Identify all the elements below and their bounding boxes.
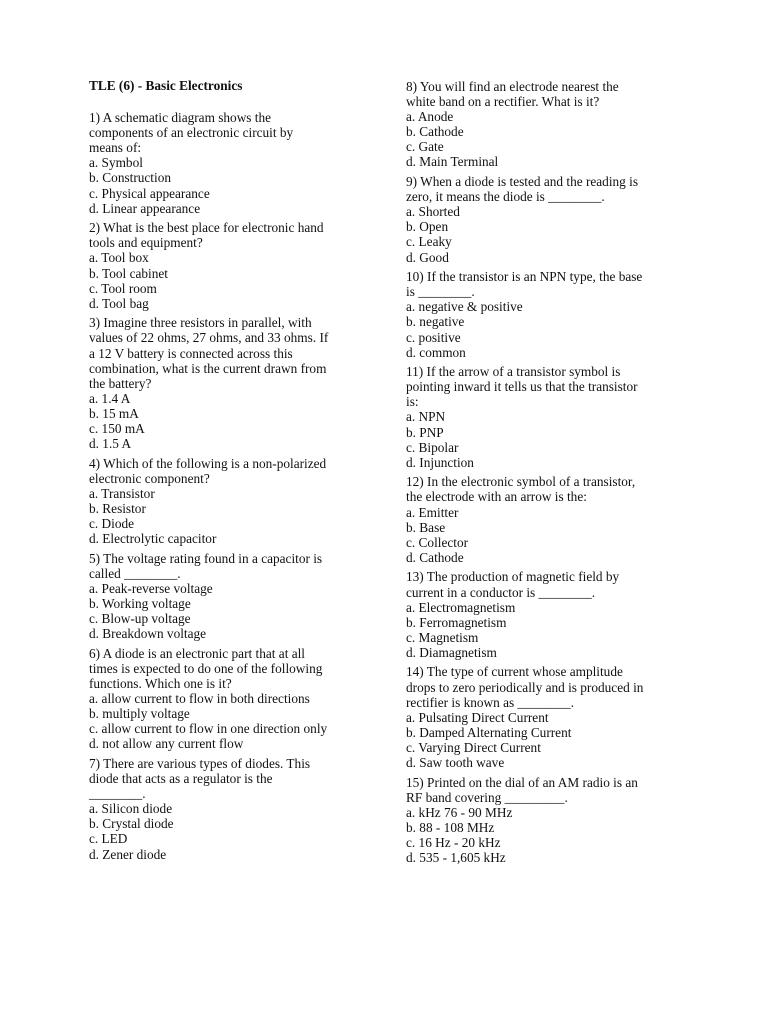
- answer-option: b. Base: [406, 519, 446, 535]
- answer-option: c. Magnetism: [406, 629, 479, 645]
- answer-option: a. Anode: [406, 109, 454, 125]
- answer-option: a. kHz 76 - 90 MHz: [406, 804, 513, 820]
- question-text: 5) The voltage rating found in a capacitor is: [89, 550, 323, 566]
- answer-option: a. 1.4 A: [89, 390, 131, 406]
- question-text: functions. Which one is it?: [89, 675, 232, 691]
- answer-option: a. allow current to flow in both directions: [89, 691, 310, 707]
- question-text: called ________.: [89, 565, 181, 581]
- answer-option: c. Leaky: [406, 234, 452, 250]
- answer-option: d. Zener diode: [89, 846, 167, 862]
- answer-option: b. Resistor: [89, 500, 146, 516]
- answer-option: d. Good: [406, 249, 449, 265]
- answer-option: a. Transistor: [89, 485, 155, 501]
- question-text: 8) You will find an electrode nearest the: [406, 79, 619, 94]
- answer-option: d. Diamagnetism: [406, 644, 497, 660]
- question-text: means of:: [89, 140, 142, 156]
- right-column: [406, 79, 691, 870]
- answer-option: a. NPN: [406, 409, 446, 425]
- answer-option: b. Tool cabinet: [89, 265, 168, 281]
- question-8: [406, 79, 691, 170]
- answer-option: b. multiply voltage: [89, 706, 190, 722]
- answer-option: b. Open: [406, 219, 449, 235]
- question-3: [89, 315, 374, 451]
- answer-option: b. 88 - 108 MHz: [406, 819, 495, 835]
- question-text: is:: [406, 394, 419, 410]
- answer-option: a. Peak-reverse voltage: [89, 580, 213, 596]
- question-text: drops to zero periodically and is produced in: [406, 679, 644, 695]
- answer-option: c. 16 Hz - 20 kHz: [406, 835, 501, 850]
- question-text: zero, it means the diode is ________.: [406, 189, 605, 205]
- answer-option: d. Injunction: [406, 454, 474, 470]
- question-11: [406, 364, 691, 470]
- answer-option: b. Working voltage: [89, 596, 191, 611]
- question-12: [406, 474, 691, 565]
- answer-option: b. negative: [406, 314, 465, 330]
- question-7: [89, 756, 374, 862]
- answer-option: b. Construction: [89, 170, 171, 186]
- answer-option: d. Breakdown voltage: [89, 626, 207, 642]
- question-text: 15) Printed on the dial of an AM radio is an: [406, 774, 638, 790]
- question-text: 12) In the electronic symbol of a transistor,: [406, 474, 636, 490]
- answer-option: d. not allow any current flow: [89, 736, 244, 752]
- question-text: values of 22 ohms, 27 ohms, and 33 ohms. If: [89, 330, 329, 346]
- answer-option: c. LED: [89, 831, 128, 847]
- question-9: [406, 174, 691, 265]
- answer-option: d. Linear appearance: [89, 200, 201, 216]
- question-14: [406, 664, 691, 770]
- question-text: 2) What is the best place for electronic hand: [89, 220, 324, 236]
- answer-option: a. negative & positive: [406, 299, 523, 315]
- question-10: [406, 269, 691, 360]
- answer-option: d. 1.5 A: [89, 436, 132, 452]
- answer-option: d. 535 - 1,605 kHz: [406, 850, 506, 866]
- question-text: 7) There are various types of diodes. This: [89, 755, 311, 771]
- question-text: rectifier is known as ________.: [406, 694, 575, 710]
- answer-option: c. 150 mA: [89, 420, 145, 436]
- answer-option: a. Tool box: [89, 250, 149, 266]
- answer-option: c. Physical appearance: [89, 185, 210, 201]
- answer-option: c. Varying Direct Current: [406, 739, 541, 755]
- question-13: [406, 569, 691, 660]
- question-text: white band on a rectifier. What is it?: [406, 94, 600, 110]
- answer-option: b. Crystal diode: [89, 816, 174, 832]
- question-6: [89, 646, 374, 752]
- question-text: is ________.: [406, 284, 475, 300]
- answer-option: d. Main Terminal: [406, 154, 499, 170]
- answer-option: c. allow current to flow in one direction only: [89, 721, 328, 737]
- left-column: [89, 78, 374, 866]
- answer-option: a. Shorted: [406, 204, 460, 220]
- answer-option: c. Blow-up voltage: [89, 611, 191, 627]
- answer-option: b. Ferromagnetism: [406, 614, 507, 630]
- question-text: the battery?: [89, 375, 152, 391]
- answer-option: b. 15 mA: [89, 405, 139, 421]
- answer-option: c. positive: [406, 329, 461, 345]
- answer-option: d. Cathode: [406, 549, 464, 565]
- answer-option: a. Emitter: [406, 504, 459, 520]
- question-text: RF band covering _________.: [406, 789, 568, 805]
- question-text: 9) When a diode is tested and the reading is: [406, 174, 639, 190]
- question-text: the electrode with an arrow is the:: [406, 489, 587, 505]
- question-text: 1) A schematic diagram shows the: [89, 110, 272, 126]
- question-text: combination, what is the current drawn from: [89, 360, 327, 376]
- question-text: ________.: [89, 786, 146, 802]
- question-15: [406, 775, 691, 866]
- answer-option: b. Damped Alternating Current: [406, 724, 572, 740]
- question-text: 4) Which of the following is a non-polarized: [89, 455, 327, 471]
- question-text: components of an electronic circuit by: [89, 125, 294, 141]
- question-text: times is expected to do one of the following: [89, 660, 323, 676]
- answer-option: a. Electromagnetism: [406, 599, 516, 615]
- answer-option: c. Bipolar: [406, 439, 459, 455]
- answer-option: d. common: [406, 344, 466, 360]
- question-text: pointing inward it tells us that the transistor: [406, 379, 638, 395]
- answer-option: b. Cathode: [406, 124, 464, 140]
- answer-option: c. Tool room: [89, 280, 157, 296]
- question-1: [89, 110, 374, 216]
- question-text: 13) The production of magnetic field by: [406, 569, 620, 585]
- question-text: a 12 V battery is connected across this: [89, 345, 293, 361]
- answer-option: d. Saw tooth wave: [406, 755, 505, 771]
- question-2: [89, 220, 374, 311]
- answer-option: a. Symbol: [89, 155, 143, 171]
- answer-option: d. Tool bag: [89, 295, 149, 311]
- question-text: 6) A diode is an electronic part that at all: [89, 645, 306, 661]
- question-4: [89, 456, 374, 547]
- answer-option: a. Silicon diode: [89, 801, 173, 817]
- question-text: diode that acts as a regulator is the: [89, 771, 273, 787]
- answer-option: b. PNP: [406, 424, 444, 440]
- question-5: [89, 551, 374, 642]
- question-text: 3) Imagine three resistors in parallel, with: [89, 315, 312, 331]
- question-text: 10) If the transistor is an NPN type, the base: [406, 269, 643, 285]
- question-text: 11) If the arrow of a transistor symbol is: [406, 364, 621, 380]
- answer-option: a. Pulsating Direct Current: [406, 709, 549, 725]
- question-text: 14) The type of current whose amplitude: [406, 664, 623, 680]
- page-title: TLE (6) - Basic Electronics: [89, 78, 243, 93]
- question-text: tools and equipment?: [89, 235, 203, 251]
- question-text: electronic component?: [89, 470, 210, 486]
- question-text: current in a conductor is ________.: [406, 584, 596, 600]
- answer-option: c. Gate: [406, 139, 444, 155]
- answer-option: d. Electrolytic capacitor: [89, 531, 217, 547]
- answer-option: c. Collector: [406, 534, 469, 550]
- answer-option: c. Diode: [89, 516, 135, 532]
